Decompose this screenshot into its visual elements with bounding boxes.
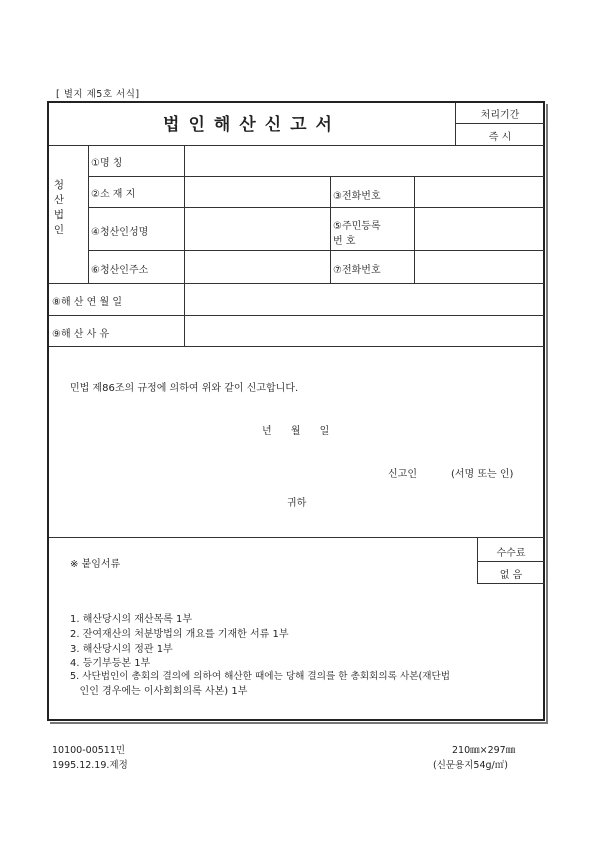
processing-period-value: 즉 시 (488, 132, 512, 143)
name-field[interactable] (185, 146, 543, 175)
form-title: 법인해산신고서 (163, 115, 341, 135)
attachment-item: 인인 경우에는 이사회회의록 사본) 1부 (70, 686, 248, 697)
reporter-label: 신고인 (388, 469, 417, 480)
resident-number-label-line2: 번 호 (333, 236, 356, 247)
resident-number-field[interactable] (415, 208, 543, 249)
resident-number-label-line1: ⑤주민등록 (333, 221, 381, 232)
phone-field-1[interactable] (415, 177, 543, 206)
dissolution-reason-label: ⑨해 산 사 유 (52, 329, 110, 340)
liquidator-address-field[interactable] (185, 251, 329, 282)
divider (477, 561, 545, 562)
divider (477, 583, 545, 584)
addressee-label: 귀하 (287, 498, 307, 509)
liquidator-name-label: ④청산인성명 (91, 227, 149, 238)
attachment-item: 4. 등기부등본 1부 (70, 658, 151, 669)
attachment-item: 1. 해산당시의 재산목록 1부 (70, 614, 193, 625)
declaration-text: 민법 제86조의 규정에 의하여 위와 같이 신고합니다. (70, 383, 299, 394)
name-label-text: ①명 칭 (91, 158, 123, 169)
location-field[interactable] (185, 177, 329, 206)
form-code: 10100-00511민 (52, 745, 126, 756)
location-label (91, 185, 179, 200)
enactment-date: 1995.12.19.제정 (52, 760, 128, 771)
dissolution-date-label: ⑧해 산 연 월 일 (52, 297, 122, 308)
divider (49, 537, 544, 538)
attachment-item: 2. 잔여재산의 처분방법의 개요를 기재한 서류 1부 (70, 629, 289, 640)
attachments-heading: ※ 붙임서류 (70, 559, 121, 570)
divider (88, 145, 89, 283)
liquidator-name-field[interactable] (185, 208, 329, 249)
date-line: 년 월 일 (262, 426, 330, 437)
phone-field-2[interactable] (415, 251, 543, 282)
divider (455, 123, 545, 124)
name-label (91, 154, 179, 169)
paper-spec: (신문용지54g/㎡) (433, 760, 508, 771)
location-label-text: ②소 재 지 (91, 189, 136, 200)
fee-label: 수수료 (496, 548, 526, 559)
dissolution-reason-field[interactable] (185, 316, 543, 345)
processing-period-label: 처리기간 (480, 110, 520, 121)
liquidation-corp-section-label: 청산법인 (53, 179, 65, 236)
form-number-label: [ 별지 제5호 서식] (56, 89, 140, 100)
paper-size: 210㎜×297㎜ (452, 745, 516, 756)
attachment-item: 5. 사단법인이 총회의 결의에 의하여 해산한 때에는 당해 결의를 한 총회회의록 사본(재단법 (70, 671, 451, 682)
liquidator-address-label: ⑥청산인주소 (91, 265, 149, 276)
fee-value: 없 음 (499, 570, 523, 581)
attachment-item: 3. 해산당시의 정관 1부 (70, 644, 173, 655)
phone-label-2: ⑦전화번호 (333, 265, 381, 276)
signature-note: (서명 또는 인) (451, 469, 514, 480)
divider (49, 346, 544, 347)
phone-label-1: ③전화번호 (333, 191, 381, 202)
dissolution-date-field[interactable] (185, 284, 543, 314)
divider (330, 176, 331, 283)
